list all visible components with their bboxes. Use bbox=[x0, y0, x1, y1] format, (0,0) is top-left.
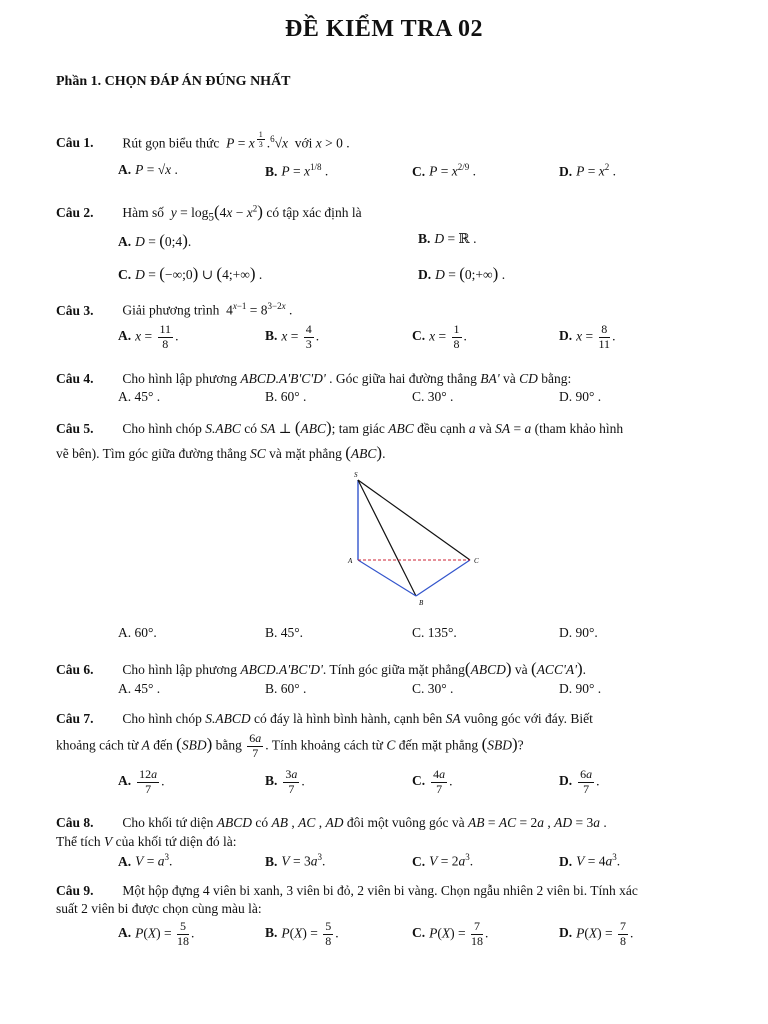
question-5-line2: vẽ bên). Tìm góc giữa đường thẳng SC và mặt phẳng (ABC). bbox=[56, 443, 386, 462]
question-1: Câu 1. Rút gọn biểu thức P = x $^{\frac{1}{3}}$ .$^6$√x với x > 0 . bbox=[56, 130, 350, 151]
question-number: Câu 1. bbox=[56, 135, 94, 151]
options-8 bbox=[118, 852, 718, 870]
question-9-line2: suất 2 viên bi được chọn cùng màu là: bbox=[56, 901, 262, 916]
option-c[interactable]: C. x = $\frac{1}{8}$ . bbox=[412, 322, 467, 351]
option-a[interactable]: A. x = $\frac{11}{8}$ . bbox=[118, 322, 179, 351]
option-c[interactable]: C. D = (−∞;0) ∪ (4;+∞) . bbox=[118, 264, 263, 283]
option-c[interactable]: C. 30° . bbox=[412, 681, 454, 696]
options-5 bbox=[118, 625, 718, 641]
option-c[interactable]: C. $P = x^{2/9}$ . bbox=[412, 162, 477, 179]
label-s: S bbox=[354, 471, 358, 479]
option-a[interactable]: A. $\frac{12a}{7}$ . bbox=[118, 767, 165, 796]
options-9 bbox=[118, 920, 718, 949]
question-5: Câu 5. Cho hình chóp S.ABC có SA ⊥ (ABC); tam giác ABC đều cạnh a và SA = a (tham khảo hình bbox=[56, 418, 624, 437]
option-a[interactable]: A. P = √x . bbox=[118, 162, 178, 177]
option-a[interactable]: A. 45° . bbox=[118, 389, 161, 404]
question-2: Câu 2. Hàm số $y = \log_5(4x - x^2)$ có tập xác định là bbox=[56, 202, 362, 224]
option-b[interactable]: B. 45°. bbox=[265, 625, 304, 640]
option-b[interactable]: B. D = ℝ . bbox=[418, 231, 477, 246]
question-4: Câu 4. Cho hình lập phương ABCD.A'B'C'D' . Góc giữa hai đường thẳng BA' và CD bằng: bbox=[56, 371, 572, 386]
question-9: Câu 9. Một hộp đựng 4 viên bi xanh, 3 viên bi đỏ, 2 viên bi vàng. Chọn ngẫu nhiên 2 viên bi. Tính xác bbox=[56, 883, 638, 898]
question-6: Câu 6. Cho hình lập phương ABCD.A'BC'D'. Tính góc giữa mặt phẳng(ABCD) và (ACC'A'). bbox=[56, 659, 587, 678]
option-b[interactable]: B. $\frac{3a}{7}$ . bbox=[265, 767, 305, 796]
option-d[interactable]: D. P(X) = $\frac{7}{8}$ . bbox=[559, 919, 634, 948]
part-heading: Phần 1. CHỌN ĐÁP ÁN ĐÚNG NHẤT bbox=[56, 74, 291, 89]
option-c[interactable]: C. 30° . bbox=[412, 389, 454, 404]
option-a[interactable]: A. P(X) = $\frac{5}{18}$ . bbox=[118, 919, 195, 948]
label-c: C bbox=[474, 557, 479, 565]
label-a: A bbox=[348, 557, 353, 565]
option-d[interactable]: D. 90° . bbox=[559, 389, 602, 404]
option-a[interactable]: A. $V = a^3$. bbox=[118, 852, 173, 869]
option-d[interactable]: D. 90° . bbox=[559, 681, 602, 696]
option-b[interactable]: B. x = $\frac{4}{3}$ . bbox=[265, 322, 320, 351]
edge-sc bbox=[358, 480, 470, 560]
option-d[interactable]: D. $\frac{6a}{7}$ . bbox=[559, 767, 600, 796]
question-7-line2: khoảng cách từ A đến (SBD) bằng $\frac{6a}{7}$ . Tính khoảng cách từ C đến mặt phẳng (SBD)? bbox=[56, 731, 524, 760]
question-8: Câu 8. Cho khối tứ diện ABCD có AB , AC , AD đôi một vuông góc và AB = AC = 2a , AD = 3a . bbox=[56, 815, 607, 830]
label-b: B bbox=[419, 599, 424, 607]
option-c[interactable]: C. P(X) = $\frac{7}{18}$ . bbox=[412, 919, 489, 948]
options-1 bbox=[118, 162, 718, 180]
options-4 bbox=[118, 389, 718, 405]
option-b[interactable]: B. P(X) = $\frac{5}{8}$ . bbox=[265, 919, 339, 948]
option-d[interactable]: D. 90°. bbox=[559, 625, 598, 640]
option-a[interactable]: A. D = (0;4). bbox=[118, 231, 192, 250]
option-a[interactable]: A. 60°. bbox=[118, 625, 157, 640]
option-d[interactable]: D. $P = x^2$ . bbox=[559, 162, 616, 179]
option-c[interactable]: C. $V = 2a^3$. bbox=[412, 852, 474, 869]
option-c[interactable]: C. 135°. bbox=[412, 625, 457, 640]
question-3: Câu 3. Giải phương trình $4^{x-1} = 8^{3-2x}$ . bbox=[56, 301, 293, 318]
option-b[interactable]: B. 60° . bbox=[265, 389, 307, 404]
edge-bc bbox=[416, 560, 470, 596]
option-c[interactable]: C. $\frac{4a}{7}$ . bbox=[412, 767, 453, 796]
option-d[interactable]: D. $V = 4a^3$. bbox=[559, 852, 621, 869]
options-7 bbox=[118, 768, 718, 797]
question-7: Câu 7. Cho hình chóp S.ABCD có đáy là hình bình hành, cạnh bên SA vuông góc với đáy. Biết bbox=[56, 711, 593, 726]
option-d[interactable]: D. x = $\frac{8}{11}$ . bbox=[559, 322, 616, 351]
options-2-row2 bbox=[118, 264, 718, 284]
option-d[interactable]: D. D = (0;+∞) . bbox=[418, 264, 506, 283]
options-3 bbox=[118, 323, 718, 352]
option-b[interactable]: B. $P = x^{1/8}$ . bbox=[265, 162, 329, 179]
question-8-line2: Thể tích V của khối tứ diện đó là: bbox=[56, 834, 237, 849]
options-2-row1 bbox=[118, 231, 718, 251]
option-b[interactable]: B. 60° . bbox=[265, 681, 307, 696]
pyramid-figure bbox=[340, 468, 500, 608]
option-b[interactable]: B. $V = 3a^3$. bbox=[265, 852, 326, 869]
options-6 bbox=[118, 681, 718, 697]
page-title: ĐỀ KIỂM TRA 02 bbox=[285, 16, 483, 42]
option-a[interactable]: A. 45° . bbox=[118, 681, 161, 696]
